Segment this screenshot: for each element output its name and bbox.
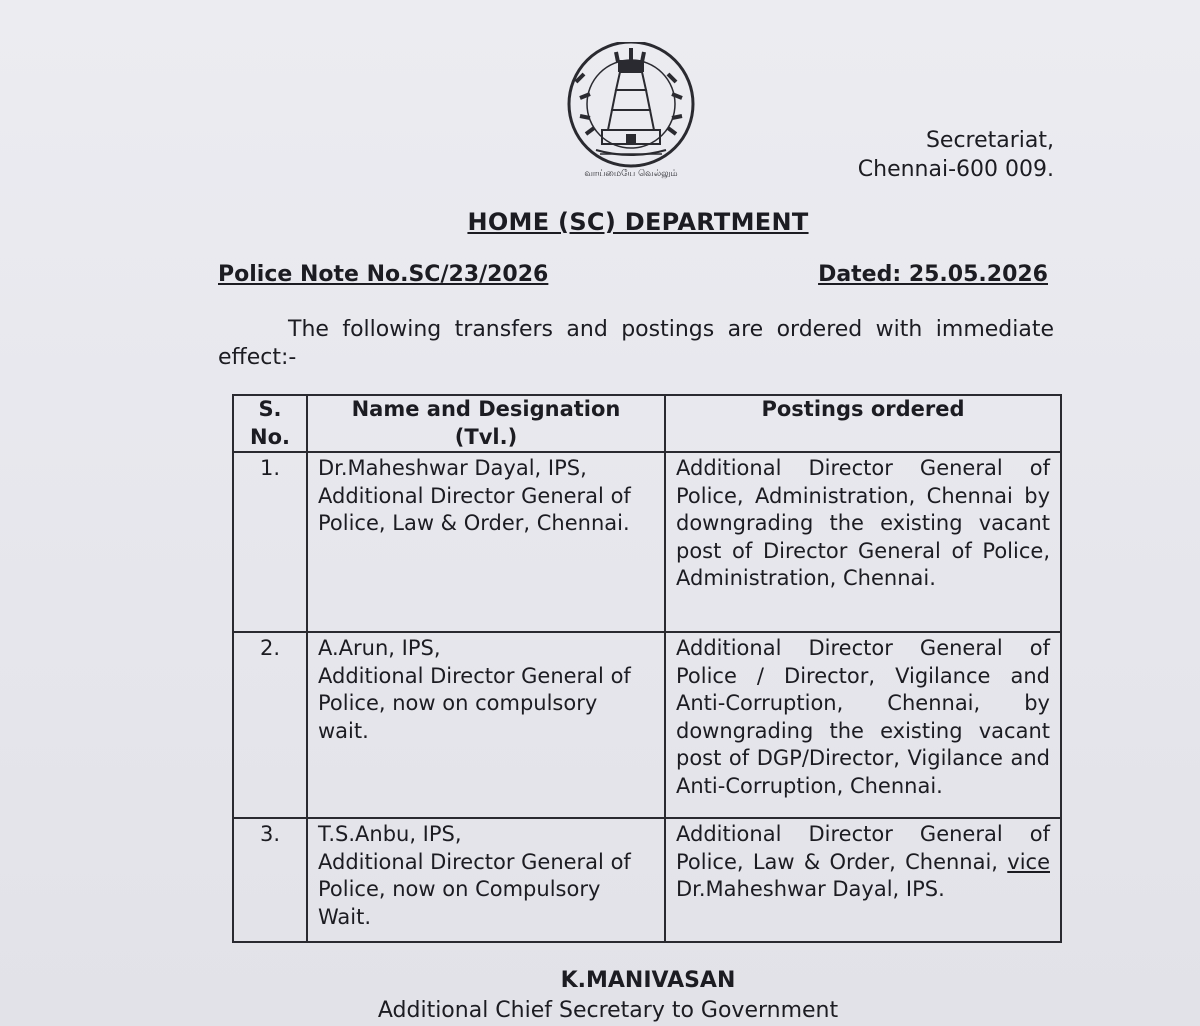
department-title: HOME (SC) DEPARTMENT: [467, 208, 809, 236]
header-sno-line: S.: [258, 397, 282, 421]
address-line: Chennai-600 009.: [857, 157, 1054, 182]
posting-prefix: Additional Director General of Police, Law & Order, Chennai,: [676, 822, 1050, 874]
emblem-motto: வாய்மையே வெல்லும்: [584, 169, 678, 179]
address-line: Secretariat,: [925, 128, 1054, 153]
table-header-row: [233, 395, 1061, 452]
signatory-name: K.MANIVASAN: [560, 968, 736, 993]
officer-designation: Additional Director General of Police, now on compulsory wait.: [318, 663, 631, 743]
officer-name: Dr.Maheshwar Dayal, IPS,: [318, 456, 587, 480]
row-name-designation: [307, 632, 665, 818]
header-sno: [233, 395, 307, 452]
row-sno: 2.: [233, 632, 307, 818]
row-sno: 1.: [233, 452, 307, 632]
table-row: [233, 632, 1061, 818]
address-block: [858, 126, 1054, 184]
officer-designation: Additional Director General of Police, Law & Order, Chennai.: [318, 483, 631, 535]
table-row: [233, 452, 1061, 632]
row-name-designation: [307, 818, 665, 942]
officer-name: A.Arun, IPS,: [318, 636, 441, 660]
signatory-title: Additional Chief Secretary to Government: [377, 998, 839, 1023]
header-name: [307, 395, 665, 452]
postings-table: [232, 394, 1062, 943]
header-sno-line: No.: [250, 424, 290, 449]
header-name-line: Name and Designation: [351, 397, 621, 421]
officer-name: T.S.Anbu, IPS,: [318, 822, 462, 846]
row-posting: [665, 818, 1061, 942]
header-name-line: (Tvl.): [454, 424, 518, 449]
note-date: Dated: 25.05.2026: [818, 262, 1048, 287]
tamil-nadu-emblem-icon: [556, 42, 706, 182]
header-posting: Postings ordered: [665, 395, 1061, 452]
officer-designation: Additional Director General of Police, now on Compulsory Wait.: [318, 849, 631, 929]
row-posting: Additional Director General of Police, Administration, Chennai by downgrading the existing vacant post of Director General of Police, Administration, Chennai.: [665, 452, 1061, 632]
posting-suffix: Dr.Maheshwar Dayal, IPS.: [676, 877, 945, 901]
intro-paragraph: The following transfers and postings are ordered with immediate effect:-: [218, 317, 1054, 370]
table-row: [233, 818, 1061, 942]
note-number: Police Note No.SC/23/2026: [218, 262, 549, 287]
row-posting: Additional Director General of Police / Director, Vigilance and Anti-Corruption, Chennai, by downgrading the existing vacant post of DGP/Director, Vigilance and Anti-Corruption, Chennai.: [665, 632, 1061, 818]
posting-vice: vice: [1007, 849, 1050, 874]
row-name-designation: [307, 452, 665, 632]
row-sno: 3.: [233, 818, 307, 942]
